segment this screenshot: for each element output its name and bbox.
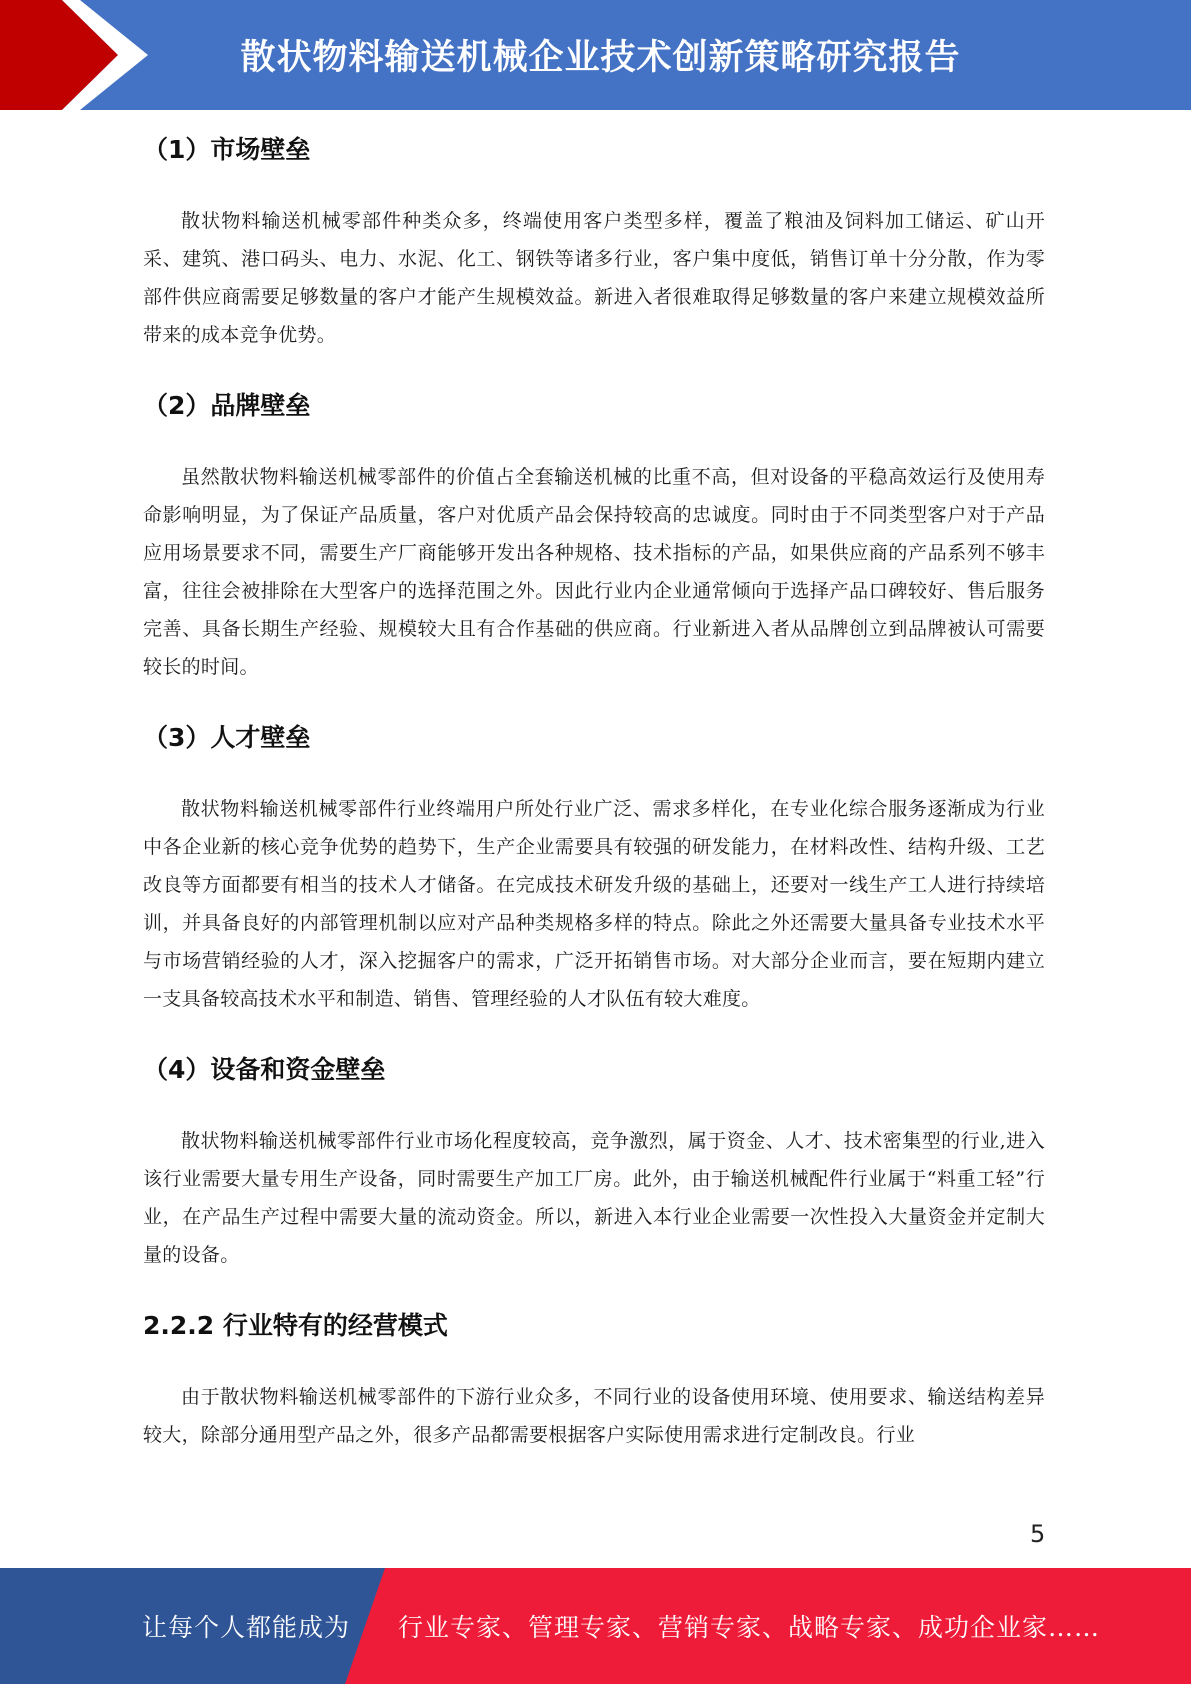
- footer-slogan-left: 让每个人都能成为: [142, 1613, 351, 1642]
- page-number: 5: [1030, 1520, 1046, 1548]
- section-business-model: [143, 1296, 1045, 1454]
- section-heading: （4）设备和资金壁垒: [143, 1055, 386, 1084]
- paragraph: 散状物料输送机械零部件行业终端用户所处行业广泛、需求多样化，在专业化综合服务逐渐成为行业中各企业新的核心竞争优势的趋势下，生产企业需要具有较强的研发能力，在材料改性、结构升级、工艺改良等方面都要有相当的技术人才储备。在完成技术研发升级的基础上，还要对一线生产工人进行持续培训，并具备良好的内部管理机制以应对产品种类规格多样的特点。除此之外还需要大量具备专业技术水平与市场营销经验的人才，深入挖掘客户的需求，广泛开拓销售市场。对大部分企业而言，要在短期内建立一支具备较高技术水平和制造、销售、管理经验的人才队伍有较大难度。: [143, 798, 1045, 1010]
- section-talent-barrier: [143, 708, 1045, 1018]
- section-market-barrier: [143, 120, 1045, 354]
- section-heading: 2.2.2 行业特有的经营模式: [143, 1311, 448, 1340]
- header-chevron-decoration: [0, 0, 180, 110]
- section-heading: （2）品牌壁垒: [143, 391, 311, 420]
- paragraph: 散状物料输送机械零部件行业市场化程度较高，竞争激烈，属于资金、人才、技术密集型的行业,进入该行业需要大量专用生产设备，同时需要生产加工厂房。此外，由于输送机械配件行业属于“料重工轻”行业，在产品生产过程中需要大量的流动资金。所以，新进入本行业企业需要一次性投入大量资金并定制大量的设备。: [143, 1130, 1045, 1266]
- section-heading: （1）市场壁垒: [143, 135, 311, 164]
- paragraph: 虽然散状物料输送机械零部件的价值占全套输送机械的比重不高，但对设备的平稳高效运行及使用寿命影响明显，为了保证产品质量，客户对优质产品会保持较高的忠诚度。同时由于不同类型客户对于产品应用场景要求不同，需要生产厂商能够开发出各种规格、技术指标的产品，如果供应商的产品系列不够丰富，往往会被排除在大型客户的选择范围之外。因此行业内企业通常倾向于选择产品口碑较好、售后服务完善、具备长期生产经验、规模较大且有合作基础的供应商。行业新进入者从品牌创立到品牌被认可需要较长的时间。: [143, 466, 1045, 678]
- main-content: [143, 120, 1045, 1454]
- report-title: 散状物料输送机械企业技术创新策略研究报告: [240, 38, 961, 78]
- paragraph: 由于散状物料输送机械零部件的下游行业众多，不同行业的设备使用环境、使用要求、输送结构差异较大，除部分通用型产品之外，很多产品都需要根据客户实际使用需求进行定制改良。行业: [143, 1386, 1045, 1446]
- footer-banner: [0, 1568, 1191, 1684]
- paragraph: 散状物料输送机械零部件种类众多，终端使用客户类型多样，覆盖了粮油及饲料加工储运、矿山开采、建筑、港口码头、电力、水泥、化工、钢铁等诸多行业，客户集中度低，销售订单十分分散，作为零部件供应商需要足够数量的客户才能产生规模效益。新进入者很难取得足够数量的客户来建立规模效益所带来的成本竞争优势。: [143, 210, 1045, 346]
- section-equipment-capital-barrier: [143, 1040, 1045, 1274]
- footer-slogan-right: 行业专家、管理专家、营销专家、战略专家、成功企业家……: [398, 1613, 1101, 1642]
- header-banner: [0, 0, 1191, 110]
- section-brand-barrier: [143, 376, 1045, 686]
- section-heading: （3）人才壁垒: [143, 723, 311, 752]
